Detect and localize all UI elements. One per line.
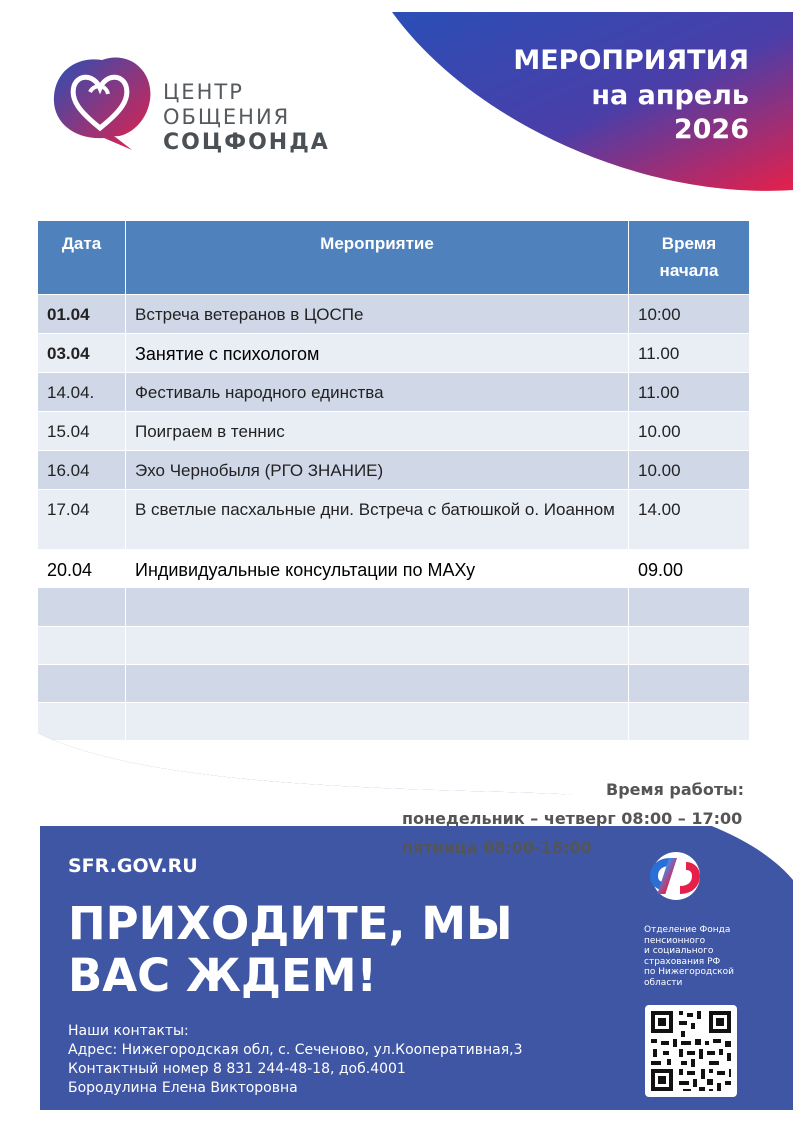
table-row [38,451,750,490]
row-date: 15.04 [38,412,126,451]
qr-code [645,1005,737,1097]
row-date: 16.04 [38,451,126,490]
row-date: 01.04 [38,295,126,334]
row-event: Встреча ветеранов в ЦОСПе [126,295,629,334]
qr-code-icon [645,1005,737,1097]
row-date: 03.04 [38,334,126,373]
slogan [68,898,513,1002]
contacts-phone: Контактный номер 8 831 244-48-18, доб.4001 [68,1061,406,1077]
row-time: 10:00 [629,295,750,334]
sfr-org-name [644,925,744,988]
empty-row [38,627,750,665]
header-date: Дата [38,221,126,295]
logo-text [163,80,330,155]
contacts-person: Бородулина Елена Викторовна [68,1080,298,1096]
row-event: В светлые пасхальные дни. Встреча с батюшкой о. Иоанном [126,490,629,550]
org-line-5: по Нижегородской [644,967,734,977]
table-row [38,490,750,550]
title-line-3: 2026 [673,114,749,145]
table-row [38,334,750,373]
org-line-6: области [644,977,683,988]
table-row [38,550,750,588]
org-line-4: страхования РФ [644,956,721,967]
header-time [629,221,750,295]
row-time: 10.00 [629,412,750,451]
events-table [37,220,750,741]
row-time: 11.00 [629,334,750,373]
slogan-line-1: ПРИХОДИТЕ, МЫ [68,897,513,950]
table-row [38,373,750,412]
org-line-2: пенсионного [644,935,706,946]
hours-label: Время работы: [606,780,744,799]
row-date: 20.04 [38,550,126,588]
row-date: 14.04. [38,373,126,412]
sfr-logo-icon [640,852,712,900]
title-line-2: на апрель [591,80,749,111]
row-event: Индивидуальные консультации по МАХу [126,550,629,588]
row-event: Занятие с психологом [126,334,629,373]
row-event: Эхо Чернобыля (РГО ЗНАНИЕ) [126,451,629,490]
table-row [38,412,750,451]
logo-line-3: СОЦФОНДА [163,130,330,155]
logo-line-1: ЦЕНТР [163,80,244,104]
empty-row [38,665,750,703]
org-line-3: и социального [644,946,714,956]
title-line-1: МЕРОПРИЯТИЯ [513,45,749,76]
site-link[interactable]: SFR.GOV.RU [68,855,198,877]
header-time-line-2: начала [659,261,719,280]
empty-row [38,588,750,627]
slogan-line-2: ВАС ЖДЕМ! [68,949,378,1002]
row-time: 09.00 [629,550,750,588]
row-event: Фестиваль народного единства [126,373,629,412]
contacts-title: Наши контакты: [68,1023,189,1039]
contacts [68,1022,523,1098]
row-event: Поиграем в теннис [126,412,629,451]
header-time-line-1: Время [661,234,717,253]
logo-line-2: ОБЩЕНИЯ [163,105,291,129]
table-header-row [38,221,750,295]
contacts-address: Адрес: Нижегородская обл, с. Сеченово, ул.Кооперативная,3 [68,1042,523,1058]
header-event: Мероприятие [126,221,629,295]
hours-weekdays: понедельник – четверг 08:00 – 17:00 [402,809,743,828]
row-time: 14.00 [629,490,750,550]
table-row [38,295,750,334]
row-date: 17.04 [38,490,126,550]
row-time: 11.00 [629,373,750,412]
row-time: 10.00 [629,451,750,490]
hours-friday: пятница 08:00-16:00 [402,838,592,857]
heart-chat-logo-icon [50,52,155,152]
org-line-1: Отделение Фонда [644,925,731,935]
